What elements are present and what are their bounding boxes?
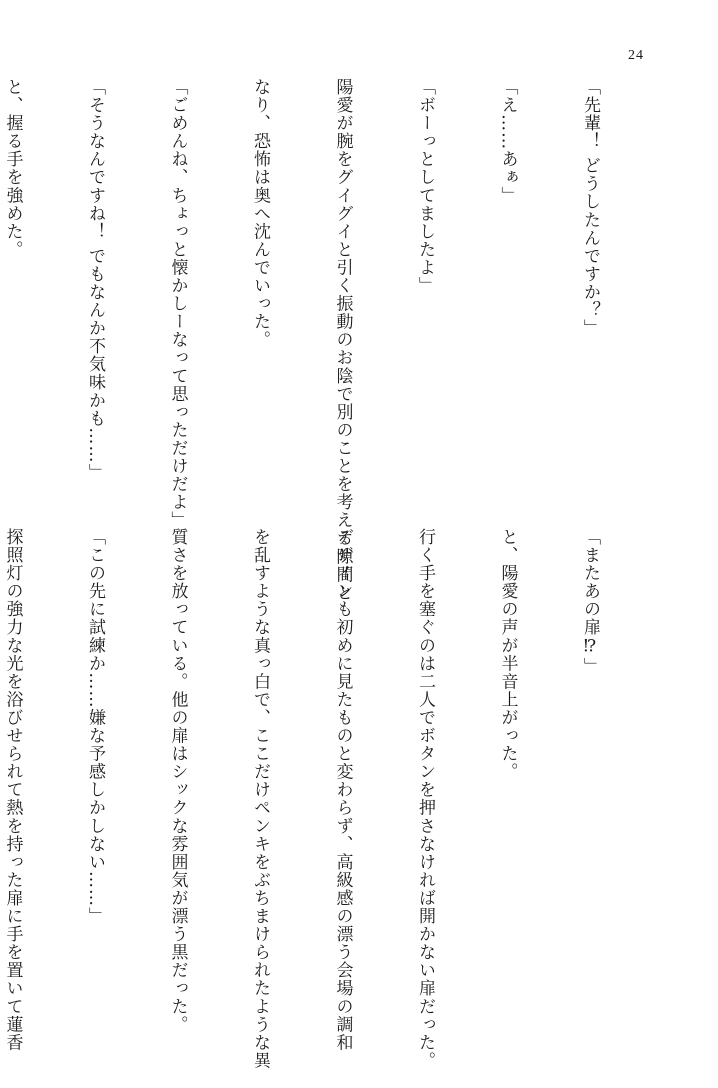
page-number: 24 xyxy=(628,48,644,63)
text-line: 「そうなんですね！ でもなんか不気味かも……」 xyxy=(85,78,105,482)
text-line: 行く手を塞ぐのは二人でボタンを押さなければ開かない扉だった。 xyxy=(415,528,435,1070)
text-line: デザインも初めに見たものと変わらず、高級感の漂う会場の調和 xyxy=(332,528,353,1052)
text-line: 質さを放っている。他の扉はシックな雰囲気が漂う黒だった。 xyxy=(167,528,188,1034)
text-line: 陽愛が腕をグイグイと引く振動のお陰で別のことを考える隙間と xyxy=(332,78,353,602)
text-line: 「え……あぁ」 xyxy=(497,78,518,205)
text-line: を乱すような真っ白で、ここだけペンキをぶちまけられたような異 xyxy=(250,528,270,1070)
text-block-lower xyxy=(2,528,658,1070)
text-line: と、握る手を強めた。 xyxy=(2,78,23,259)
text-line: 「ボーっとしてましたよ」 xyxy=(415,78,435,295)
text-line: 「ごめんね、ちょっと懐かしーなって思っただけだよ」 xyxy=(167,78,188,530)
text-line: 「先輩！ どうしたんですか？」 xyxy=(580,78,600,338)
text-line: 「この先に試練か……嫌な予感しかしない……」 xyxy=(85,528,105,926)
text-line: 探照灯の強力な光を浴びせられて熱を持った扉に手を置いて蓮香 xyxy=(2,528,23,1052)
text-line: なり、恐怖は奥へ沈んでいった。 xyxy=(250,78,270,349)
text-line: 「またあの扉⁉」 xyxy=(580,528,600,676)
text-line: と、陽愛の声が半音上がった。 xyxy=(497,528,518,781)
